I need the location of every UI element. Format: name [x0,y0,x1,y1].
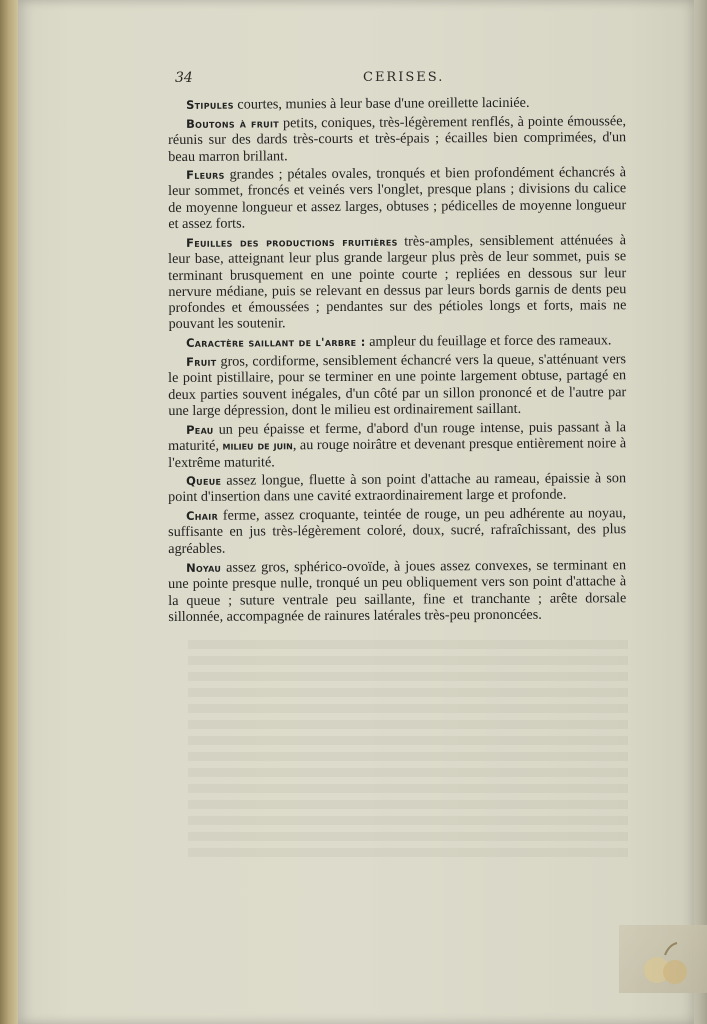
paragraph-text: très-amples, sensiblement atténuées à leur base, atteignant leur plus grande largeur plus près de leur sommet, puis se terminant brusquement en une pointe courte ; repliées en dessous sur leur nervure médiane, puis se relevant en dessus par leurs bords garnis de dents peu profondes et émoussées ; pendantes sur des pétioles longs et forts, mais ne pouvant les soutenir. [168,232,627,333]
paragraph-text: ferme, assez croquante, teintée de rouge, un peu adhérente au noyau, suffisante en jus très-légèrement coloré, doux, sucré, rafraîchissant, des plus agréables. [168,505,627,557]
paragraph-text: ampleur du feuillage et force des rameaux. [365,332,612,350]
paragraph-boutons [168,113,626,165]
paragraph-text: gros, cordiforme, sensiblement échancré vers la queue, s'atténuant vers le point pistillaire, pour se terminer en une pointe largement obtuse, partagé en deux parties souvent inégales, d'un côté par un sillon prononcé et de l'autre par une large dépression, dont le milieu est ordinairement saillant. [168,351,627,419]
page-number: 34 [175,70,193,86]
paragraph-text: assez longue, fluette à son point d'attache au rameau, épaissie à son point d'insertion dans une cavité extraordinairement large et profonde. [168,470,627,506]
running-title: CERISES. [363,70,445,85]
paragraph-text: grandes ; pétales ovales, tronqués et bien profondément échancrés à leur sommet, froncés et veinés vers l'onglet, presque plans ; divisions du calice de moyenne longueur et assez larges, obtuses ; pédicelles de moyenne longueur et assez forts. [168,164,627,233]
paragraph-text: un peu épaisse et ferme, d'abord d'un rouge intense, puis passant à la maturité, [168,418,627,454]
paragraph-text: petits, coniques, très-légèrement renflés, à pointe émoussée, réunis sur des dards très-courts et très-épais ; écailles bien comprimées, d'un beau marron brillant. [168,112,627,165]
paragraph-feuilles [168,232,627,333]
paragraph-text: , au rouge noirâtre et devenant presque entièrement noire à l'extrême maturité. [168,435,627,471]
paragraph-queue [168,470,626,505]
term-feuilles: Feuilles des productions fruitières [186,234,398,250]
term-fruit: Fruit [186,354,217,369]
paragraph-chair [168,505,626,557]
term-peau: Peau [186,422,214,437]
inline-term-milieu-de-juin: milieu de juin [222,438,293,453]
paragraph-fleurs [168,164,626,232]
paragraph-text: courtes, munies à leur base d'une oreillette laciniée. [233,94,530,113]
term-fleurs: Fleurs [186,167,225,183]
book-page [18,0,694,1024]
paragraph-peau [168,419,626,471]
paragraph-stipules [168,94,626,113]
term-caractere: Caractère saillant de l'arbre : [186,334,366,351]
paragraph-noyau [168,557,626,625]
term-queue: Queue [186,473,222,488]
fruit-icon [619,925,707,993]
show-through-text [188,640,628,860]
paragraph-fruit [168,351,626,419]
term-stipules: Stipules [186,97,234,112]
term-boutons: Boutons à fruit [186,116,280,131]
body-text [168,94,627,627]
corner-watermark-logo [619,925,707,993]
paragraph-caractere [168,332,626,351]
term-noyau: Noyau [186,560,222,575]
running-head [18,70,694,90]
paragraph-text: assez gros, sphérico-ovoïde, à joues assez convexes, se terminant en une pointe presque nulle, tronqué un peu obliquement vers son point d'attache à la queue ; suture ventrale peu saillante, fine et tranchante ; arête dorsale sillonnée, accompagnée de rainures latérales très-peu prononcées. [168,556,627,625]
term-chair: Chair [186,508,219,524]
